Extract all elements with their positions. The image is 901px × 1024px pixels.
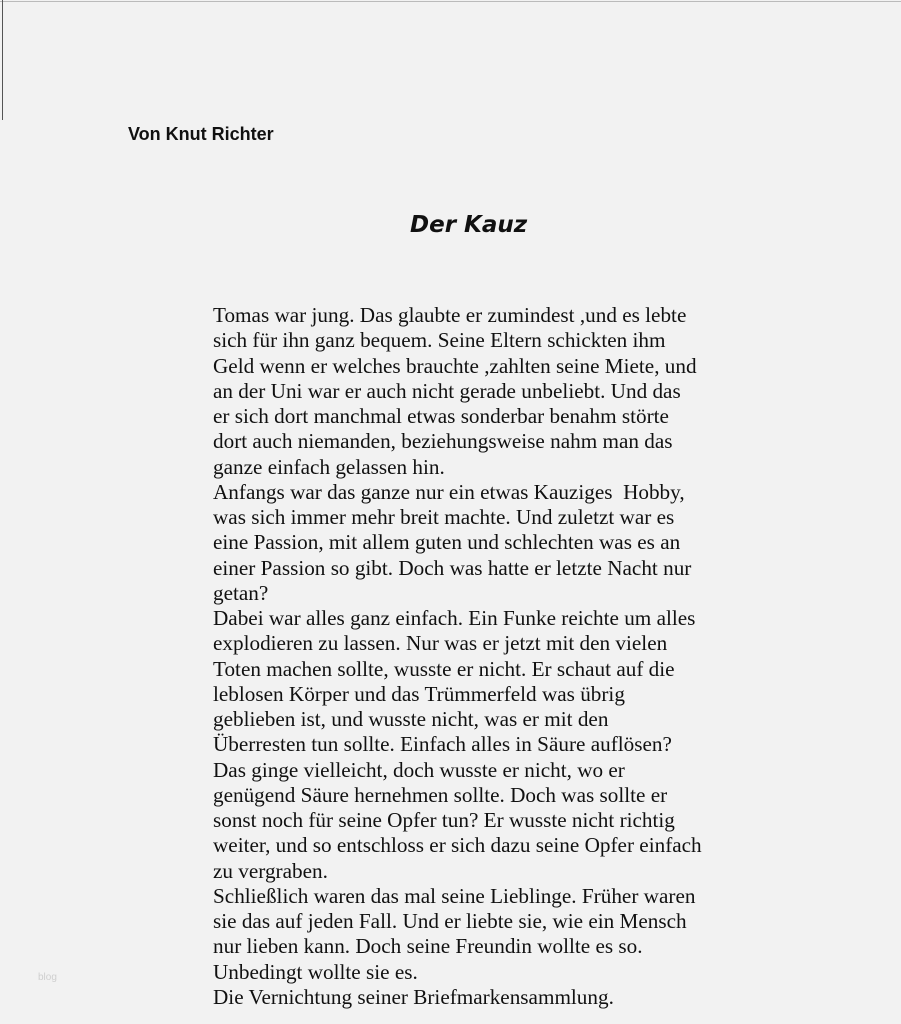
text-line: explodieren zu lassen. Nur was er jetzt mit den vielen xyxy=(213,631,668,656)
text-line: zu vergraben. xyxy=(213,858,328,883)
text-line: Anfangs war das ganze nur ein etwas Kauziges Hobby, xyxy=(213,479,685,504)
story-body xyxy=(213,303,702,1010)
text-line: Unbedingt wollte sie es. xyxy=(213,959,418,984)
text-line: Dabei war alles ganz einfach. Ein Funke reichte um alles xyxy=(213,606,696,630)
text-line: sich für ihn ganz bequem. Seine Eltern schickten ihm xyxy=(213,328,666,353)
text-line: Toten machen sollte, wusste er nicht. Er schaut auf die xyxy=(213,656,675,681)
story-title: Der Kauz xyxy=(410,212,528,238)
scan-border-left xyxy=(2,0,3,120)
text-line: geblieben ist, und wusste nicht, was er mit den xyxy=(213,707,609,731)
text-line: Schließlich waren das mal seine Lieblinge. Früher waren xyxy=(213,883,696,908)
text-line: Überresten tun sollte. Einfach alles in Säure auflösen? xyxy=(213,732,672,757)
scan-border-top xyxy=(0,1,901,2)
text-line: dort auch niemanden, beziehungsweise nahm man das xyxy=(213,429,673,454)
watermark: blog xyxy=(38,972,57,983)
text-line: sie das auf jeden Fall. Und er liebte sie, wie ein Mensch xyxy=(213,909,687,933)
text-line: ganze einfach gelassen hin. xyxy=(213,454,445,479)
text-line: an der Uni war er auch nicht gerade unbeliebt. Und das xyxy=(213,378,681,403)
text-line: Geld wenn er welches brauchte ,zahlten seine Miete, und xyxy=(213,353,697,378)
text-line: leblosen Körper und das Trümmerfeld was übrig xyxy=(213,681,625,706)
text-line: Tomas war jung. Das glaubte er zumindest ,und es lebte xyxy=(213,303,687,327)
text-line: nur lieben kann. Doch seine Freundin wollte es so. xyxy=(213,934,643,959)
text-line: einer Passion so gibt. Doch was hatte er letzte Nacht nur xyxy=(213,555,692,580)
text-line: Das ginge vielleicht, doch wusste er nicht, wo er xyxy=(213,757,625,782)
text-line: Die Vernichtung seiner Briefmarkensammlung. xyxy=(213,984,614,1009)
text-line: er sich dort manchmal etwas sonderbar benahm störte xyxy=(213,404,669,428)
text-line: was sich immer mehr breit machte. Und zuletzt war es xyxy=(213,505,675,529)
author-line: Von Knut Richter xyxy=(128,124,274,144)
text-line: sonst noch für seine Opfer tun? Er wusste nicht richtig xyxy=(213,808,675,832)
text-line: weiter, und so entschloss er sich dazu seine Opfer einfach xyxy=(213,833,702,858)
text-line: genügend Säure hernehmen sollte. Doch was sollte er xyxy=(213,782,668,807)
text-line: eine Passion, mit allem guten und schlechten was es an xyxy=(213,530,681,555)
text-line: getan? xyxy=(213,580,269,605)
